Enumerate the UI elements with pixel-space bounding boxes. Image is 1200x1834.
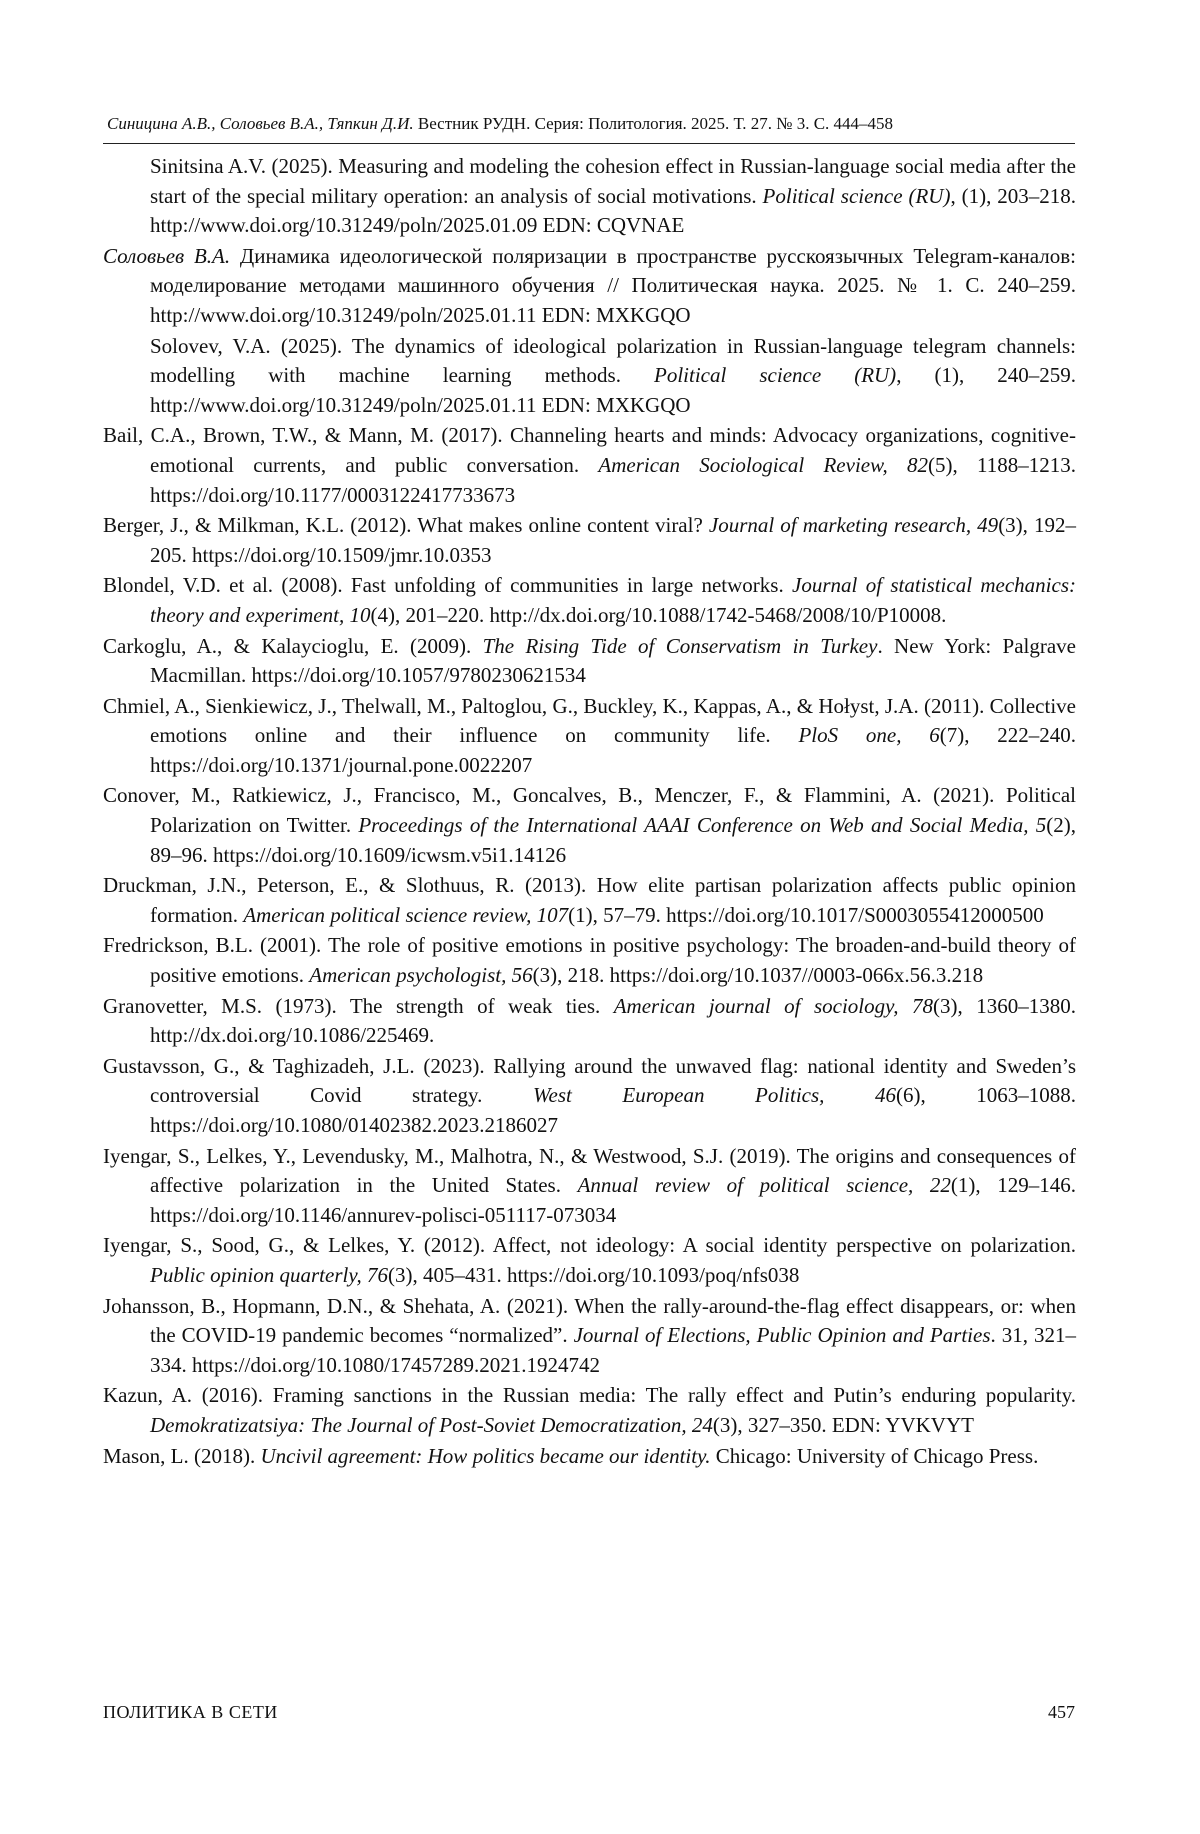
reference-item: Iyengar, S., Sood, G., & Lelkes, Y. (2012). Affect, not ideology: A social identity perspective on polarization. Public opinion quarterly, 76(3), 405–431. https://doi.org/10.1093/poq/nfs038 bbox=[103, 1231, 1076, 1290]
reference-item: Berger, J., & Milkman, K.L. (2012). What makes online content viral? Journal of marketing research, 49(3), 192–205. https://doi.org/10.1509/jmr.10.0353 bbox=[103, 511, 1076, 570]
running-head-authors: Синицина А.В., Соловьев В.А., Тяпкин Д.И. bbox=[107, 114, 414, 133]
reference-item: Kazun, A. (2016). Framing sanctions in the Russian media: The rally effect and Putin’s enduring popularity. Demokratizatsiya: The Journal of Post-Soviet Democratization, 24(3), 327–350. EDN: YVKVYT bbox=[103, 1381, 1076, 1440]
reference-item: Blondel, V.D. et al. (2008). Fast unfolding of communities in large networks. Journal of statistical mechanics: theory and experiment, 10(4), 201–220. http://dx.doi.org/10.1088/1742-5468/2008/10/P10008. bbox=[103, 571, 1076, 630]
reference-item: Gustavsson, G., & Taghizadeh, J.L. (2023). Rallying around the unwaved flag: national identity and Sweden’s controversial Covid strategy. West European Politics, 46(6), 1063–1088. https://doi.org/10.1080/01402382.2023.2186027 bbox=[103, 1052, 1076, 1141]
reference-item: Conover, M., Ratkiewicz, J., Francisco, M., Goncalves, B., Menczer, F., & Flammini, A. (2021). Political Polarization on Twitter. Proceedings of the International AAAI Conference on Web and Social Media, 5(2), 89–96. https://doi.org/10.1609/icwsm.v5i1.14126 bbox=[103, 781, 1076, 870]
running-head-journal: Вестник РУДН. Серия: Политология. 2025. Т. 27. № 3. С. 444–458 bbox=[418, 114, 893, 133]
reference-item: Solovev, V.A. (2025). The dynamics of ideological polarization in Russian-language telegram channels: modelling with machine learning methods. Political science (RU), (1), 240–259. http://www.doi.org/10.31249/poln/2025.01.11 EDN: MXKGQO bbox=[103, 332, 1076, 421]
header-rule bbox=[103, 143, 1075, 144]
footer-section-title: ПОЛИТИКА В СЕТИ bbox=[103, 1700, 278, 1724]
reference-item: Druckman, J.N., Peterson, E., & Slothuus, R. (2013). How elite partisan polarization affects public opinion formation. American political science review, 107(1), 57–79. https://doi.org/10.1017/S0003055412000500 bbox=[103, 871, 1076, 930]
reference-item: Соловьев В.А. Динамика идеологической поляризации в пространстве русскоязычных Telegram-каналов: моделирование методами машинного обучения // Политическая наука. 2025. № 1. С. 240–259. http://www.doi.org/10.31249/poln/2025.01.11 EDN: MXKGQO bbox=[103, 242, 1076, 331]
reference-item: Granovetter, M.S. (1973). The strength of weak ties. American journal of sociology, 78(3), 1360–1380. http://dx.doi.org/10.1086/225469. bbox=[103, 992, 1076, 1051]
reference-item: Carkoglu, A., & Kalaycioglu, E. (2009). The Rising Tide of Conservatism in Turkey. New York: Palgrave Macmillan. https://doi.org/10.1057/9780230621534 bbox=[103, 632, 1076, 691]
reference-item: Mason, L. (2018). Uncivil agreement: How politics became our identity. Chicago: University of Chicago Press. bbox=[103, 1442, 1076, 1472]
reference-item: Bail, C.A., Brown, T.W., & Mann, M. (2017). Channeling hearts and minds: Advocacy organizations, cognitive-emotional currents, and public conversation. American Sociological Review, 82(5), 1188–1213. https://doi.org/10.1177/0003122417733673 bbox=[103, 421, 1076, 510]
reference-item: Sinitsina A.V. (2025). Measuring and modeling the cohesion effect in Russian-language social media after the start of the special military operation: an analysis of social motivations. Political science (RU), (1), 203–218. http://www.doi.org/10.31249/poln/2025.01.09 EDN: CQVNAE bbox=[103, 152, 1076, 241]
reference-item: Chmiel, A., Sienkiewicz, J., Thelwall, M., Paltoglou, G., Buckley, K., Kappas, A., & Hołyst, J.A. (2011). Collective emotions online and their influence on community life. PloS one, 6(7), 222–240. https://doi.org/10.1371/journal.pone.0022207 bbox=[103, 692, 1076, 781]
reference-item: Fredrickson, B.L. (2001). The role of positive emotions in positive psychology: The broaden-and-build theory of positive emotions. American psychologist, 56(3), 218. https://doi.org/10.1037//0003-066x.56.3.218 bbox=[103, 931, 1076, 990]
document-page bbox=[0, 0, 1200, 1834]
running-head bbox=[107, 112, 1075, 136]
reference-item: Johansson, B., Hopmann, D.N., & Shehata, A. (2021). When the rally-around-the-flag effect disappears, or: when the COVID-19 pandemic becomes “normalized”. Journal of Elections, Public Opinion and Parties. 31, 321–334. https://doi.org/10.1080/17457289.2021.1924742 bbox=[103, 1292, 1076, 1381]
reference-item: Iyengar, S., Lelkes, Y., Levendusky, M., Malhotra, N., & Westwood, S.J. (2019). The origins and consequences of affective polarization in the United States. Annual review of political science, 22(1), 129–146. https://doi.org/10.1146/annurev-polisci-051117-073034 bbox=[103, 1142, 1076, 1231]
reference-list bbox=[103, 152, 1076, 1472]
page-number: 457 bbox=[1048, 1700, 1075, 1724]
